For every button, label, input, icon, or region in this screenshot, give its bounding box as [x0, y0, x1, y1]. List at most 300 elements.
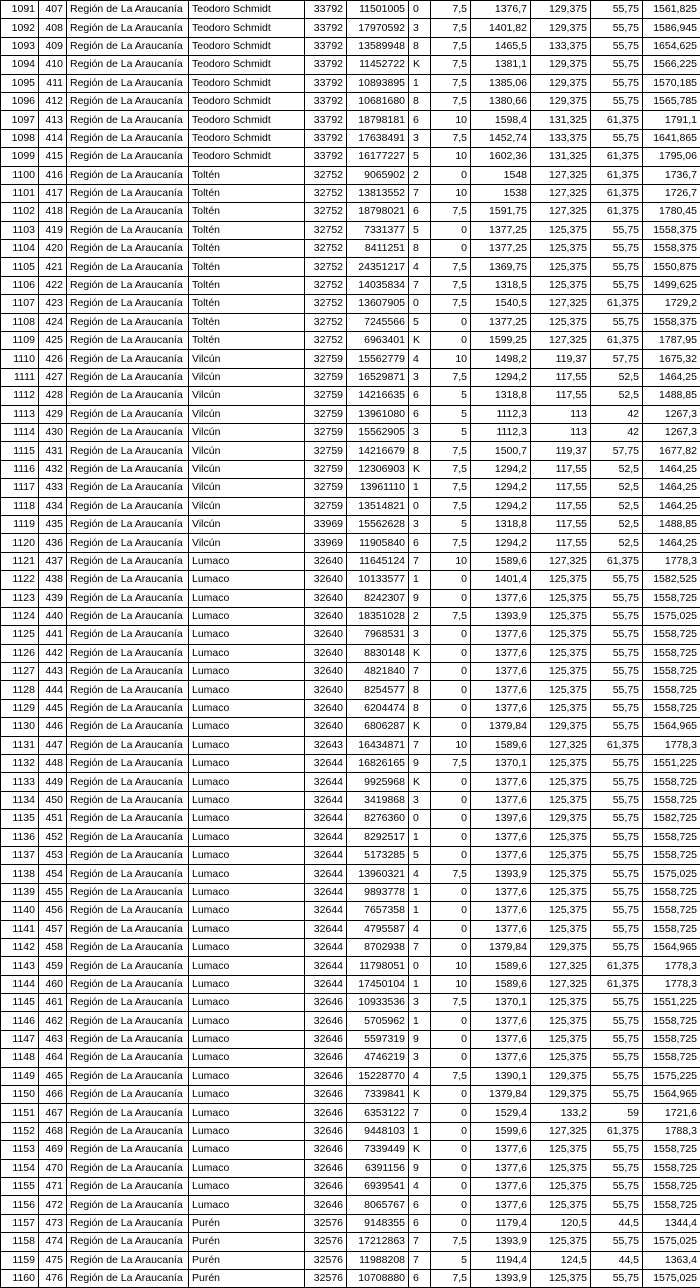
amount-2-cell: 129,375 — [531, 718, 591, 736]
amount-cell: 1598,4 — [471, 111, 531, 129]
amount-cell: 1377,6 — [471, 699, 531, 717]
table-row — [1, 902, 700, 920]
row-number-cell: 411 — [39, 74, 67, 92]
amount-2-cell: 125,375 — [531, 313, 591, 331]
percent-cell: 10 — [431, 736, 471, 754]
region-cell: Región de La Araucanía — [67, 902, 189, 920]
percent-cell: 7,5 — [431, 92, 471, 110]
row-number-cell: 421 — [39, 258, 67, 276]
code-cell: 32646 — [305, 1030, 347, 1048]
table-row — [1, 571, 700, 589]
commune-cell: Lumaco — [189, 718, 305, 736]
region-cell: Región de La Araucanía — [67, 938, 189, 956]
table-row — [1, 19, 700, 37]
row-number-cell: 445 — [39, 699, 67, 717]
verifier-digit-cell: 1 — [409, 828, 431, 846]
verifier-digit-cell: 4 — [409, 258, 431, 276]
amount-2-cell: 125,375 — [531, 994, 591, 1012]
commune-cell: Vilcún — [189, 460, 305, 478]
amount-2-cell: 125,375 — [531, 1141, 591, 1159]
row-index-cell: 1138 — [1, 865, 39, 883]
rut-cell: 18798021 — [347, 203, 409, 221]
amount-cell: 1397,6 — [471, 810, 531, 828]
commune-cell: Vilcún — [189, 423, 305, 441]
region-cell: Región de La Araucanía — [67, 1086, 189, 1104]
percent-cell: 0 — [431, 240, 471, 258]
commune-cell: Lumaco — [189, 975, 305, 993]
code-cell: 32644 — [305, 957, 347, 975]
table-row — [1, 350, 700, 368]
region-cell: Región de La Araucanía — [67, 350, 189, 368]
table-row — [1, 387, 700, 405]
rut-cell: 7331377 — [347, 221, 409, 239]
percent-cell: 7,5 — [431, 203, 471, 221]
code-cell: 33792 — [305, 19, 347, 37]
row-index-cell: 1115 — [1, 442, 39, 460]
commune-cell: Lumaco — [189, 1067, 305, 1085]
amount-2-cell: 125,375 — [531, 258, 591, 276]
amount-2-cell: 129,375 — [531, 1, 591, 19]
total-cell: 1558,725 — [643, 1030, 700, 1048]
table-row — [1, 295, 700, 313]
region-cell: Región de La Araucanía — [67, 626, 189, 644]
code-cell: 32644 — [305, 920, 347, 938]
table-row — [1, 791, 700, 809]
total-cell: 1564,965 — [643, 1086, 700, 1104]
amount-cell: 1369,75 — [471, 258, 531, 276]
commune-cell: Purén — [189, 1233, 305, 1251]
rut-cell: 13961080 — [347, 405, 409, 423]
percent-cell: 7,5 — [431, 1, 471, 19]
rut-cell: 7245566 — [347, 313, 409, 331]
amount-2-cell: 125,375 — [531, 626, 591, 644]
percent-cell: 7,5 — [431, 19, 471, 37]
total-cell: 1558,725 — [643, 1141, 700, 1159]
row-index-cell: 1119 — [1, 515, 39, 533]
percent-cell: 10 — [431, 975, 471, 993]
amount-cell: 1377,25 — [471, 221, 531, 239]
table-row — [1, 828, 700, 846]
amount-3-cell: 55,75 — [591, 1049, 643, 1067]
rut-cell: 14216679 — [347, 442, 409, 460]
amount-cell: 1591,75 — [471, 203, 531, 221]
commune-cell: Lumaco — [189, 883, 305, 901]
commune-cell: Lumaco — [189, 644, 305, 662]
table-row — [1, 1214, 700, 1232]
code-cell: 33792 — [305, 129, 347, 147]
total-cell: 1464,25 — [643, 368, 700, 386]
verifier-digit-cell: 7 — [409, 938, 431, 956]
amount-2-cell: 125,375 — [531, 755, 591, 773]
amount-cell: 1390,1 — [471, 1067, 531, 1085]
total-cell: 1558,725 — [643, 699, 700, 717]
verifier-digit-cell: 2 — [409, 607, 431, 625]
region-cell: Región de La Araucanía — [67, 387, 189, 405]
verifier-digit-cell: K — [409, 1141, 431, 1159]
commune-cell: Teodoro Schmidt — [189, 56, 305, 74]
rut-cell: 6806287 — [347, 718, 409, 736]
amount-3-cell: 57,75 — [591, 442, 643, 460]
amount-2-cell: 129,375 — [531, 810, 591, 828]
row-number-cell: 412 — [39, 92, 67, 110]
code-cell: 33792 — [305, 56, 347, 74]
commune-cell: Lumaco — [189, 681, 305, 699]
verifier-digit-cell: 1 — [409, 1122, 431, 1140]
amount-3-cell: 55,75 — [591, 1269, 643, 1287]
amount-cell: 1465,5 — [471, 37, 531, 55]
verifier-digit-cell: 4 — [409, 1178, 431, 1196]
row-number-cell: 407 — [39, 1, 67, 19]
commune-cell: Lumaco — [189, 1141, 305, 1159]
verifier-digit-cell: 9 — [409, 1030, 431, 1048]
code-cell: 33792 — [305, 1, 347, 19]
amount-cell: 1377,6 — [471, 828, 531, 846]
total-cell: 1575,025 — [643, 607, 700, 625]
amount-2-cell: 125,375 — [531, 1196, 591, 1214]
amount-3-cell: 55,75 — [591, 129, 643, 147]
amount-3-cell: 55,75 — [591, 1159, 643, 1177]
row-index-cell: 1157 — [1, 1214, 39, 1232]
commune-cell: Lumaco — [189, 1030, 305, 1048]
table-row — [1, 938, 700, 956]
amount-2-cell: 131,325 — [531, 148, 591, 166]
total-cell: 1558,725 — [643, 828, 700, 846]
amount-2-cell: 117,55 — [531, 515, 591, 533]
row-number-cell: 475 — [39, 1251, 67, 1269]
amount-cell: 1377,6 — [471, 846, 531, 864]
amount-cell: 1377,6 — [471, 589, 531, 607]
row-number-cell: 468 — [39, 1122, 67, 1140]
amount-2-cell: 125,375 — [531, 589, 591, 607]
amount-2-cell: 127,325 — [531, 166, 591, 184]
amount-3-cell: 55,75 — [591, 276, 643, 294]
total-cell: 1558,725 — [643, 1196, 700, 1214]
row-number-cell: 436 — [39, 534, 67, 552]
amount-3-cell: 61,375 — [591, 975, 643, 993]
amount-3-cell: 52,5 — [591, 460, 643, 478]
amount-3-cell: 42 — [591, 423, 643, 441]
percent-cell: 5 — [431, 423, 471, 441]
region-cell: Región de La Araucanía — [67, 957, 189, 975]
code-cell: 33792 — [305, 74, 347, 92]
row-index-cell: 1131 — [1, 736, 39, 754]
rut-cell: 5705962 — [347, 1012, 409, 1030]
rut-cell: 10893895 — [347, 74, 409, 92]
total-cell: 1564,965 — [643, 718, 700, 736]
amount-3-cell: 55,75 — [591, 718, 643, 736]
rut-cell: 14216635 — [347, 387, 409, 405]
commune-cell: Lumaco — [189, 828, 305, 846]
region-cell: Región de La Araucanía — [67, 699, 189, 717]
amount-2-cell: 125,375 — [531, 221, 591, 239]
row-index-cell: 1117 — [1, 479, 39, 497]
table-row — [1, 975, 700, 993]
commune-cell: Toltén — [189, 332, 305, 350]
amount-cell: 1548 — [471, 166, 531, 184]
table-row — [1, 111, 700, 129]
row-number-cell: 446 — [39, 718, 67, 736]
amount-3-cell: 61,375 — [591, 552, 643, 570]
verifier-digit-cell: 3 — [409, 1049, 431, 1067]
percent-cell: 0 — [431, 920, 471, 938]
total-cell: 1570,185 — [643, 74, 700, 92]
percent-cell: 5 — [431, 1251, 471, 1269]
verifier-digit-cell: 7 — [409, 552, 431, 570]
rut-cell: 17212863 — [347, 1233, 409, 1251]
table-row — [1, 1067, 700, 1085]
commune-cell: Lumaco — [189, 791, 305, 809]
amount-2-cell: 125,375 — [531, 791, 591, 809]
percent-cell: 10 — [431, 184, 471, 202]
percent-cell: 10 — [431, 148, 471, 166]
commune-cell: Toltén — [189, 313, 305, 331]
table-row — [1, 552, 700, 570]
verifier-digit-cell: 3 — [409, 368, 431, 386]
region-cell: Región de La Araucanía — [67, 74, 189, 92]
verifier-digit-cell: 5 — [409, 148, 431, 166]
percent-cell: 0 — [431, 166, 471, 184]
percent-cell: 0 — [431, 1159, 471, 1177]
amount-cell: 1370,1 — [471, 994, 531, 1012]
amount-2-cell: 125,375 — [531, 607, 591, 625]
amount-2-cell: 117,55 — [531, 534, 591, 552]
commune-cell: Lumaco — [189, 865, 305, 883]
commune-cell: Teodoro Schmidt — [189, 111, 305, 129]
row-index-cell: 1106 — [1, 276, 39, 294]
table-row — [1, 515, 700, 533]
code-cell: 32759 — [305, 387, 347, 405]
code-cell: 32646 — [305, 1178, 347, 1196]
table-row — [1, 846, 700, 864]
region-cell: Región de La Araucanía — [67, 1104, 189, 1122]
percent-cell: 0 — [431, 1049, 471, 1067]
amount-2-cell: 127,325 — [531, 552, 591, 570]
total-cell: 1736,7 — [643, 166, 700, 184]
amount-2-cell: 125,375 — [531, 276, 591, 294]
amount-3-cell: 55,75 — [591, 258, 643, 276]
code-cell: 32759 — [305, 405, 347, 423]
total-cell: 1654,625 — [643, 37, 700, 55]
rut-cell: 9448103 — [347, 1122, 409, 1140]
amount-3-cell: 55,75 — [591, 699, 643, 717]
amount-2-cell: 125,375 — [531, 571, 591, 589]
code-cell: 33792 — [305, 37, 347, 55]
percent-cell: 10 — [431, 957, 471, 975]
amount-2-cell: 125,375 — [531, 1159, 591, 1177]
row-index-cell: 1092 — [1, 19, 39, 37]
region-cell: Región de La Araucanía — [67, 1030, 189, 1048]
row-index-cell: 1121 — [1, 552, 39, 570]
amount-2-cell: 129,375 — [531, 938, 591, 956]
commune-cell: Lumaco — [189, 607, 305, 625]
rut-cell: 7657358 — [347, 902, 409, 920]
amount-cell: 1385,06 — [471, 74, 531, 92]
region-cell: Región de La Araucanía — [67, 1233, 189, 1251]
region-cell: Región de La Araucanía — [67, 1251, 189, 1269]
row-number-cell: 423 — [39, 295, 67, 313]
row-index-cell: 1102 — [1, 203, 39, 221]
amount-2-cell: 125,375 — [531, 846, 591, 864]
code-cell: 32752 — [305, 258, 347, 276]
verifier-digit-cell: 7 — [409, 276, 431, 294]
percent-cell: 0 — [431, 773, 471, 791]
commune-cell: Toltén — [189, 258, 305, 276]
amount-3-cell: 55,75 — [591, 810, 643, 828]
rut-cell: 17450104 — [347, 975, 409, 993]
table-row — [1, 240, 700, 258]
row-number-cell: 422 — [39, 276, 67, 294]
amount-cell: 1589,6 — [471, 957, 531, 975]
row-number-cell: 452 — [39, 828, 67, 846]
commune-cell: Vilcún — [189, 405, 305, 423]
amount-3-cell: 61,375 — [591, 166, 643, 184]
region-cell: Región de La Araucanía — [67, 295, 189, 313]
row-number-cell: 408 — [39, 19, 67, 37]
table-row — [1, 221, 700, 239]
table-row — [1, 736, 700, 754]
commune-cell: Lumaco — [189, 1086, 305, 1104]
verifier-digit-cell: 3 — [409, 791, 431, 809]
amount-cell: 1379,84 — [471, 1086, 531, 1104]
percent-cell: 0 — [431, 1196, 471, 1214]
table-row — [1, 276, 700, 294]
region-cell: Región de La Araucanía — [67, 552, 189, 570]
total-cell: 1582,525 — [643, 571, 700, 589]
region-cell: Región de La Araucanía — [67, 920, 189, 938]
percent-cell: 0 — [431, 1030, 471, 1048]
amount-cell: 1294,2 — [471, 368, 531, 386]
amount-3-cell: 55,75 — [591, 644, 643, 662]
code-cell: 33792 — [305, 111, 347, 129]
commune-cell: Teodoro Schmidt — [189, 148, 305, 166]
total-cell: 1558,725 — [643, 1012, 700, 1030]
row-number-cell: 456 — [39, 902, 67, 920]
row-number-cell: 429 — [39, 405, 67, 423]
amount-2-cell: 117,55 — [531, 387, 591, 405]
total-cell: 1675,32 — [643, 350, 700, 368]
amount-2-cell: 129,375 — [531, 56, 591, 74]
row-index-cell: 1120 — [1, 534, 39, 552]
region-cell: Región de La Araucanía — [67, 497, 189, 515]
region-cell: Región de La Araucanía — [67, 405, 189, 423]
amount-3-cell: 52,5 — [591, 515, 643, 533]
total-cell: 1558,725 — [643, 1049, 700, 1067]
percent-cell: 7,5 — [431, 56, 471, 74]
region-cell: Región de La Araucanía — [67, 313, 189, 331]
amount-cell: 1393,9 — [471, 607, 531, 625]
rut-cell: 15562628 — [347, 515, 409, 533]
code-cell: 33792 — [305, 148, 347, 166]
region-cell: Región de La Araucanía — [67, 460, 189, 478]
amount-3-cell: 55,75 — [591, 607, 643, 625]
region-cell: Región de La Araucanía — [67, 148, 189, 166]
table-row — [1, 607, 700, 625]
table-row — [1, 129, 700, 147]
rut-cell: 16529871 — [347, 368, 409, 386]
rut-cell: 4821840 — [347, 663, 409, 681]
total-cell: 1565,785 — [643, 92, 700, 110]
total-cell: 1267,3 — [643, 423, 700, 441]
amount-3-cell: 52,5 — [591, 387, 643, 405]
amount-2-cell: 125,375 — [531, 1269, 591, 1287]
verifier-digit-cell: 8 — [409, 699, 431, 717]
amount-2-cell: 125,375 — [531, 1030, 591, 1048]
rut-cell: 8065767 — [347, 1196, 409, 1214]
region-cell: Región de La Araucanía — [67, 589, 189, 607]
amount-2-cell: 125,375 — [531, 828, 591, 846]
table-row — [1, 773, 700, 791]
rut-cell: 10133577 — [347, 571, 409, 589]
table-row — [1, 626, 700, 644]
table-row — [1, 1049, 700, 1067]
rut-cell: 3419868 — [347, 791, 409, 809]
rut-cell: 8702938 — [347, 938, 409, 956]
percent-cell: 0 — [431, 1214, 471, 1232]
row-number-cell: 416 — [39, 166, 67, 184]
percent-cell: 7,5 — [431, 755, 471, 773]
region-cell: Región de La Araucanía — [67, 810, 189, 828]
verifier-digit-cell: 6 — [409, 387, 431, 405]
row-number-cell: 465 — [39, 1067, 67, 1085]
rut-cell: 9148355 — [347, 1214, 409, 1232]
percent-cell: 7,5 — [431, 442, 471, 460]
code-cell: 32640 — [305, 663, 347, 681]
region-cell: Región de La Araucanía — [67, 975, 189, 993]
percent-cell: 0 — [431, 828, 471, 846]
amount-2-cell: 129,375 — [531, 1086, 591, 1104]
total-cell: 1558,725 — [643, 644, 700, 662]
amount-cell: 1377,6 — [471, 1141, 531, 1159]
table-row — [1, 883, 700, 901]
table-row — [1, 332, 700, 350]
rut-cell: 15562779 — [347, 350, 409, 368]
percent-cell: 7,5 — [431, 607, 471, 625]
verifier-digit-cell: 3 — [409, 423, 431, 441]
amount-cell: 1393,9 — [471, 865, 531, 883]
commune-cell: Lumaco — [189, 773, 305, 791]
amount-cell: 1370,1 — [471, 755, 531, 773]
amount-2-cell: 129,375 — [531, 92, 591, 110]
table-body — [1, 1, 700, 1288]
code-cell: 32576 — [305, 1269, 347, 1287]
amount-cell: 1377,6 — [471, 902, 531, 920]
row-number-cell: 417 — [39, 184, 67, 202]
percent-cell: 7,5 — [431, 295, 471, 313]
table-row — [1, 718, 700, 736]
percent-cell: 0 — [431, 699, 471, 717]
commune-cell: Vilcún — [189, 350, 305, 368]
row-index-cell: 1136 — [1, 828, 39, 846]
amount-2-cell: 117,55 — [531, 497, 591, 515]
code-cell: 32759 — [305, 460, 347, 478]
commune-cell: Teodoro Schmidt — [189, 129, 305, 147]
region-cell: Región de La Araucanía — [67, 276, 189, 294]
percent-cell: 10 — [431, 350, 471, 368]
code-cell: 32759 — [305, 442, 347, 460]
row-number-cell: 469 — [39, 1141, 67, 1159]
table-row — [1, 1251, 700, 1269]
percent-cell: 7,5 — [431, 276, 471, 294]
table-row — [1, 313, 700, 331]
commune-cell: Lumaco — [189, 920, 305, 938]
amount-3-cell: 55,75 — [591, 240, 643, 258]
verifier-digit-cell: 9 — [409, 589, 431, 607]
region-cell: Región de La Araucanía — [67, 166, 189, 184]
amount-2-cell: 113 — [531, 423, 591, 441]
code-cell: 32576 — [305, 1251, 347, 1269]
commune-cell: Lumaco — [189, 1049, 305, 1067]
percent-cell: 7,5 — [431, 1233, 471, 1251]
